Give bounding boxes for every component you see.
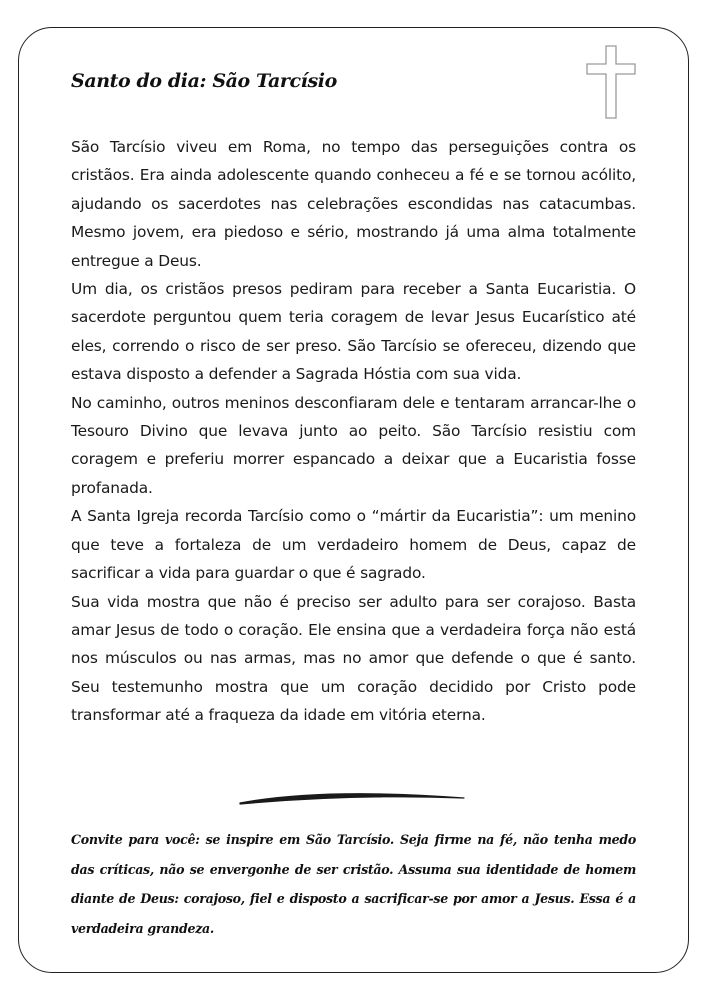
brush-stroke-divider [238, 788, 466, 810]
paragraph-5: Sua vida mostra que não é preciso ser adulto para ser corajoso. Basta amar Jesus de todo o coração. Ele ensina que a verdadeira força não está nos músculos ou nas armas, mas no amor que defende o que é santo. Seu testemunho mostra que um coração decidido por Cristo pode transformar até a fraqueza da idade em vitória eterna. [71, 592, 636, 725]
article-body [71, 133, 636, 730]
paragraph-3: No caminho, outros meninos desconfiaram dele e tentaram arrancar-lhe o Tesouro Divino que levava junto ao peito. São Tarcísio resistiu com coragem e preferiu morrer espancado a deixar que a Eucaristia fosse profanada. [71, 393, 636, 497]
invite-text: Convite para você: se inspire em São Tarcísio. Seja firme na fé, não tenha medo das críticas, não se envergonhe de ser cristão. Assuma sua identidade de homem diante de Deus: corajoso, fiel e disposto a sacrificar-se por amor a Jesus. Essa é a verdadeira grandeza. [71, 832, 636, 936]
cross-icon [585, 44, 637, 120]
paragraph-1: São Tarcísio viveu em Roma, no tempo das perseguições contra os cristãos. Era ainda adolescente quando conheceu a fé e se tornou acólito, ajudando os sacerdotes nas celebrações escondidas nas catacumbas. Mesmo jovem, era piedoso e sério, mostrando já uma alma totalmente entregue a Deus. [71, 138, 636, 270]
page-title: Santo do dia: São Tarcísio [71, 70, 337, 92]
paragraph-2: Um dia, os cristãos presos pediram para receber a Santa Eucaristia. O sacerdote perguntou quem teria coragem de levar Jesus Eucarístico até eles, correndo o risco de ser preso. São Tarcísio se ofereceu, dizendo que estava disposto a defender a Sagrada Hóstia com sua vida. [71, 280, 636, 384]
paragraph-4: A Santa Igreja recorda Tarcísio como o “mártir da Eucaristia”: um menino que teve a fortaleza de um verdadeiro homem de Deus, capaz de sacrificar a vida para guardar o que é sagrado. [71, 507, 636, 583]
